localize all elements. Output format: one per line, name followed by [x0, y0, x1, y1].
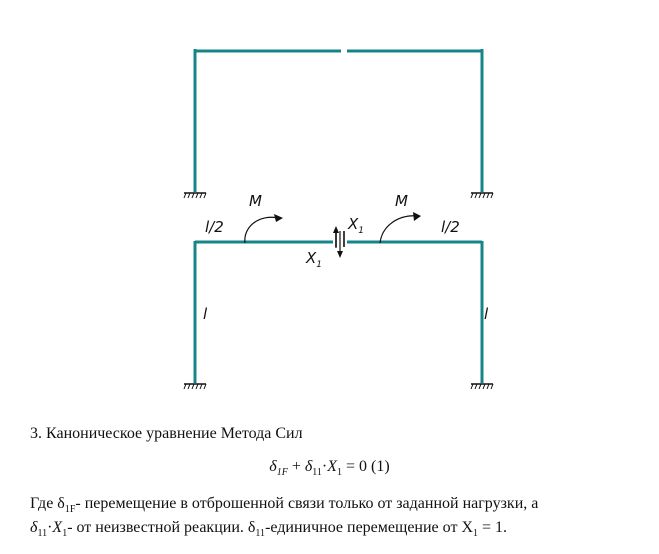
label-half-left: l/2 — [205, 218, 224, 236]
label-half-right: l/2 — [441, 218, 460, 236]
x1-arrow-up-head — [333, 226, 339, 233]
canonical-equation: $\delta_{1F} + \delta_{11}\cdot X_1 = 0$ (1) — [269, 458, 390, 479]
label-M-left: M — [249, 192, 262, 210]
label-M-right: M — [395, 192, 408, 210]
support-upper-left — [184, 193, 206, 198]
support-upper-right — [471, 193, 493, 198]
x1-arrow-down-head — [337, 251, 343, 258]
support-lower-right — [471, 384, 493, 389]
lower-frame — [195, 241, 482, 383]
section-heading: 3. Каноническое уравнение Метода Сил — [30, 425, 303, 442]
explanation-line-2: $\delta_{11}\cdot X_1-$ от неизвестной реакции. $\delta_{11}$-единичное перемещение от $X_1 = 1$. — [30, 519, 508, 540]
moment-right — [380, 212, 421, 243]
label-X1-top: $X_1$ — [348, 215, 365, 236]
cut-unknown-reaction — [333, 226, 344, 258]
label-l-right: l — [484, 305, 489, 323]
upper-frame — [195, 49, 482, 192]
moment-left — [245, 214, 283, 243]
explanation-line-1: Где $\delta_{1F}-$ перемещение в отброшенной связи только от заданной нагрузки, а — [30, 495, 539, 516]
label-l-left: l — [203, 305, 208, 323]
label-X1-bottom: $X_1$ — [306, 249, 323, 270]
support-lower-left — [184, 384, 206, 389]
